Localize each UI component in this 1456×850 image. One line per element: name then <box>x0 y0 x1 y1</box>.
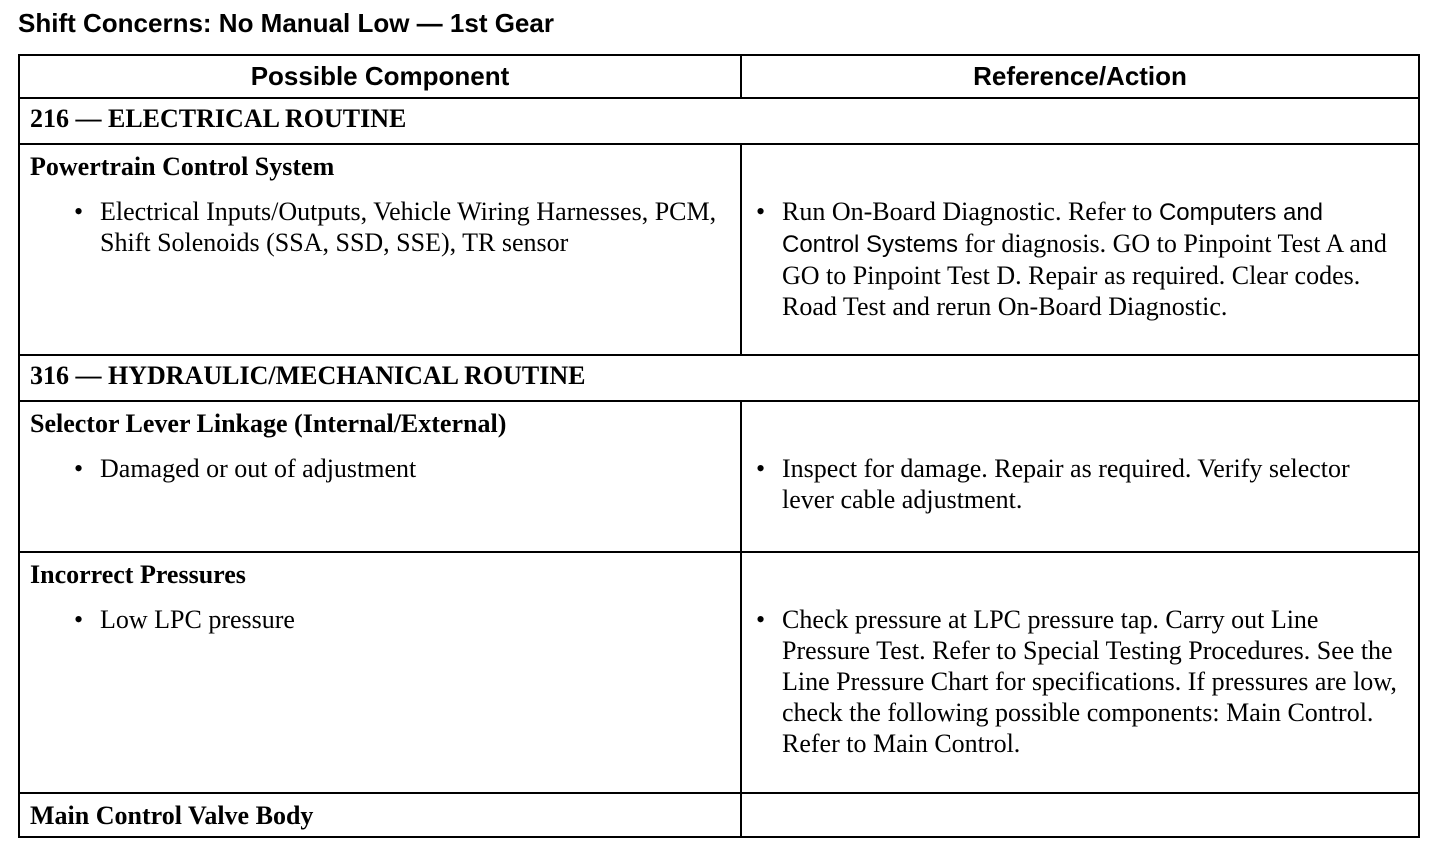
action-text <box>742 604 1418 759</box>
shift-concerns-table <box>18 54 1420 838</box>
bullet-icon: • <box>74 605 84 634</box>
component-cell <box>19 552 741 793</box>
bullet-icon: • <box>756 454 766 483</box>
table-row <box>19 552 1419 793</box>
header-possible-component: Possible Component <box>19 55 741 98</box>
bullet-icon: • <box>756 605 766 634</box>
component-heading: Incorrect Pressures <box>30 560 246 589</box>
table-header-row <box>19 55 1419 98</box>
component-cell <box>19 401 741 552</box>
page-title: Shift Concerns: No Manual Low — 1st Gear <box>18 8 554 38</box>
table-row <box>19 144 1419 355</box>
component-detail <box>20 196 740 258</box>
section-heading: 216 — ELECTRICAL ROUTINE <box>19 98 1419 144</box>
section-heading: 316 — HYDRAULIC/MECHANICAL ROUTINE <box>19 355 1419 401</box>
component-detail <box>20 453 740 484</box>
action-text-part: Inspect for damage. Repair as required. Verify selector lever cable adjustment. <box>782 454 1350 514</box>
action-reference-title: Computers and Control Systems <box>782 199 1324 258</box>
action-cell <box>741 144 1419 355</box>
component-cell <box>19 793 741 837</box>
table-row <box>19 793 1419 837</box>
detail-text: Damaged or out of adjustment <box>100 454 417 483</box>
component-heading: Main Control Valve Body <box>30 801 314 830</box>
action-text <box>742 453 1418 515</box>
action-text-part: for diagnosis. GO to Pinpoint Test A and GO to Pinpoint Test D. Repair as required. Clear codes. Road Test and rerun On-Board Diagnostic. <box>782 229 1387 321</box>
detail-text: Low LPC pressure <box>100 605 295 634</box>
action-cell <box>741 552 1419 793</box>
table-row <box>19 401 1419 552</box>
action-cell <box>741 793 1419 837</box>
component-detail <box>20 604 740 635</box>
section-row-hydraulic <box>19 355 1419 401</box>
bullet-icon: • <box>74 197 84 226</box>
bullet-icon: • <box>756 197 766 226</box>
component-cell <box>19 144 741 355</box>
action-cell <box>741 401 1419 552</box>
action-text <box>742 196 1418 322</box>
action-text-part: Run On-Board Diagnostic. Refer to <box>782 197 1159 226</box>
component-heading: Selector Lever Linkage (Internal/External) <box>30 409 507 438</box>
detail-text: Electrical Inputs/Outputs, Vehicle Wiring Harnesses, PCM, Shift Solenoids (SSA, SSD, SSE), TR sensor <box>100 197 717 257</box>
action-text-part: Check pressure at LPC pressure tap. Carry out Line Pressure Test. Refer to Special Testing Procedures. See the Line Pressure Chart for specifications. If pressures are low, check the following possible components: Main Control. Refer to Main Control. <box>782 605 1397 758</box>
bullet-icon: • <box>74 454 84 483</box>
header-reference-action: Reference/Action <box>741 55 1419 98</box>
section-row-electrical <box>19 98 1419 144</box>
component-heading: Powertrain Control System <box>30 152 335 181</box>
